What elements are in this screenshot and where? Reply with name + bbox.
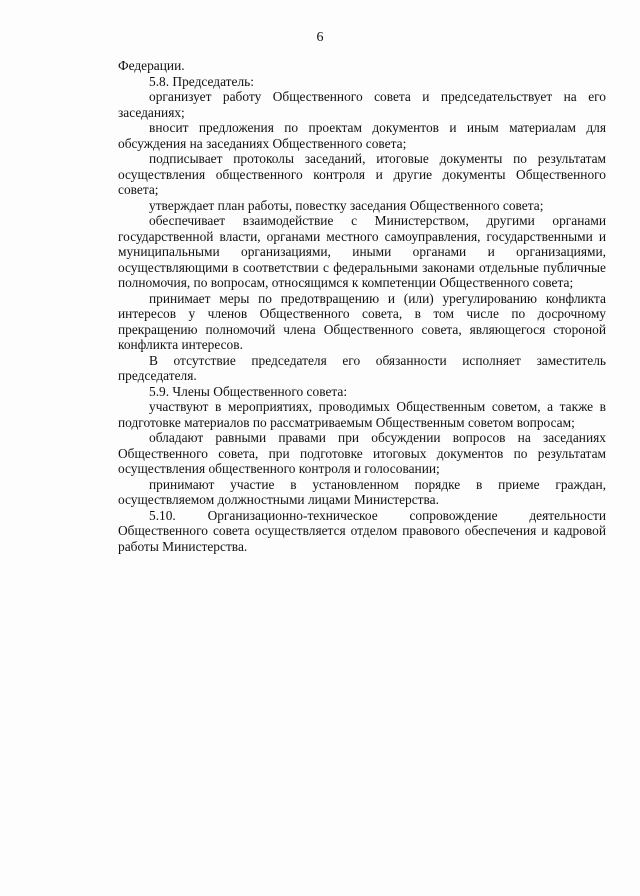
page-number: 6	[316, 30, 324, 45]
member-duty-equal-rights: обладают равными правами при обсуждении вопросов на заседаниях Общественного совета, при подготовке итоговых документов по результатам осуществления общественного контроля и голосовании;	[118, 430, 606, 476]
chair-duty-submits-proposals: вносит предложения по проектам документов и иным материалам для обсуждения на заседаниях Общественного совета;	[118, 120, 606, 151]
member-duty-reception: принимают участие в установленном порядке в приеме граждан, осуществляемом должностными лицами Министерства.	[118, 476, 606, 507]
chair-duty-organizes-work: организует работу Общественного совета и председательствует на его заседаниях;	[118, 89, 606, 120]
chair-duty-conflict-of-interest: принимает меры по предотвращению и (или) урегулированию конфликта интересов у членов Общественного совета, в том числе по досрочному прекращению полномочий члена Общественного совета, являющегося стороной конфликта интересов.	[118, 290, 606, 352]
member-duty-participate: участвуют в мероприятиях, проводимых Общественным советом, а также в подготовке материалов по рассматриваемым Общественным советом вопросам;	[118, 399, 606, 430]
deputy-chair-paragraph: В отсутствие председателя его обязанности исполняет заместитель председателя.	[118, 352, 606, 383]
section-5-9-heading: 5.9. Члены Общественного совета:	[149, 383, 348, 399]
document-body	[118, 58, 606, 554]
chair-duty-approves-plan: утверждает план работы, повестку заседания Общественного совета;	[149, 197, 544, 213]
paragraph-federation-continuation: Федерации.	[118, 58, 185, 73]
section-5-10-paragraph: 5.10. Организационно-техническое сопровождение деятельности Общественного совета осуществляется отделом правового обеспечения и кадровой работы Министерства.	[118, 507, 606, 554]
section-5-8-heading: 5.8. Председатель:	[149, 73, 254, 89]
chair-duty-ensures-interaction: обеспечивает взаимодействие с Министерством, другими органами государственной власти, органами местного самоуправления, государственными и муниципальными организациями, иными органами и организациями, осуществляющими в соответствии с федеральными законами отдельные публичные полномочия, по вопросам, относящимся к компетенции Общественного совета;	[118, 213, 606, 290]
chair-duty-signs-protocols: подписывает протоколы заседаний, итоговые документы по результатам осуществления общественного контроля и другие документы Общественного совета;	[118, 151, 606, 197]
